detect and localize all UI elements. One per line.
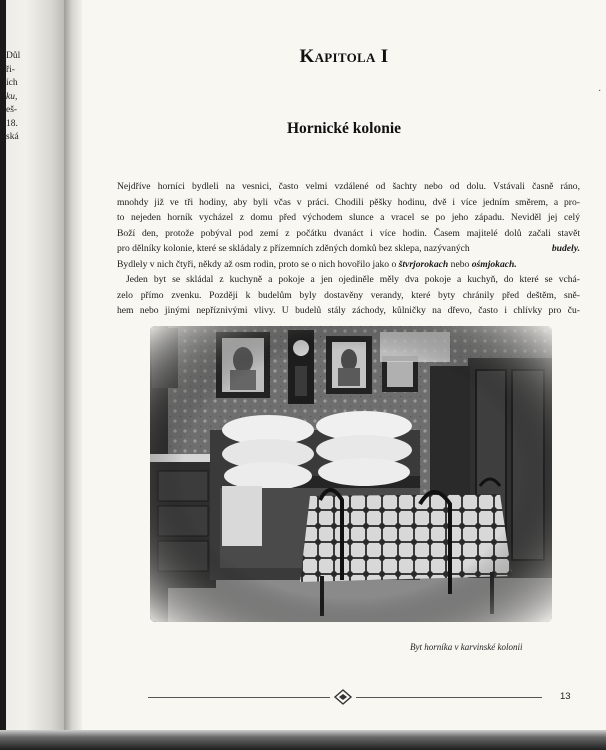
text-line: Nejdříve horníci bydleli na vesnici, často velmi vzdálené od šachty nebo od dolu. Vstávali časně ráno, xyxy=(117,181,580,192)
body-text xyxy=(117,179,580,319)
term-osmjokach: ośmjokach. xyxy=(471,258,517,270)
left-page-text-fragments xyxy=(6,50,28,145)
left-fragment: Důl xyxy=(6,51,21,61)
photo-caption: Byt horníka v karvinské kolonii xyxy=(410,642,523,652)
footer-ornament-icon xyxy=(332,688,354,706)
text-line: zelo přímo zvenku. Později k budelům byly dostavěny verandy, které byty chránily před deštěm, sně- xyxy=(117,289,580,301)
text-line: hem nebo jinými nepříznivými vlivy. U budelů stály záchody, kůlničky na dřevo, často i chlívky pro ču- xyxy=(117,305,580,316)
left-fragment: ři- xyxy=(6,64,15,75)
text-line-part: nebo xyxy=(450,258,470,270)
text-line: Boží den, protože pobýval pod zemí z počátku dvanáct i více hodin. Časem majitelé dolů začali stavět xyxy=(117,227,580,239)
text-line-part: pro dělníky kolonie, které se skládaly z přízemních zděných domků bez sklepa, nazývaných xyxy=(117,243,470,254)
text-line-part: Bydlely v nich čtyři, někdy až osm rodin, proto se o nich hovořilo jako o xyxy=(117,258,397,270)
left-fragment: ská xyxy=(6,132,19,142)
section-title: Hornické kolonie xyxy=(286,120,402,137)
chapter-title-text: Kapitola I xyxy=(299,46,389,67)
footer-rule-left xyxy=(148,697,330,698)
left-fragment: 18. xyxy=(6,118,18,129)
scan-speck: · xyxy=(598,86,602,97)
interior-photo xyxy=(150,326,552,622)
page-number: 13 xyxy=(560,691,571,702)
scan-bottom-edge xyxy=(0,730,606,750)
term-budely: budely. xyxy=(551,243,580,254)
chapter-title xyxy=(82,46,606,68)
text-line xyxy=(117,257,580,273)
page-gutter xyxy=(64,0,82,750)
text-line xyxy=(117,241,580,257)
text-line: to nejeden horník vycházel z domu před východem slunce a vracel se po jeho západu. Neviděl jej celý xyxy=(117,212,580,223)
left-fragment: eš- xyxy=(6,105,18,115)
term-stvrjorokach: štvrjorokach xyxy=(398,258,449,270)
text-line: mnohdy již ve tři hodiny, aby byli včas v práci. Chodili pěšky hodinu, dvě i více jedním směrem, a pro- xyxy=(117,196,580,208)
left-fragment: ku, xyxy=(6,91,18,102)
footer-rule-right xyxy=(356,697,542,698)
text-line: Jeden byt se skládal z kuchyně a pokoje a jen ojediněle měly dva pokoje a kuchyň, do které se vchá- xyxy=(126,274,580,285)
left-fragment: ích xyxy=(6,78,18,88)
